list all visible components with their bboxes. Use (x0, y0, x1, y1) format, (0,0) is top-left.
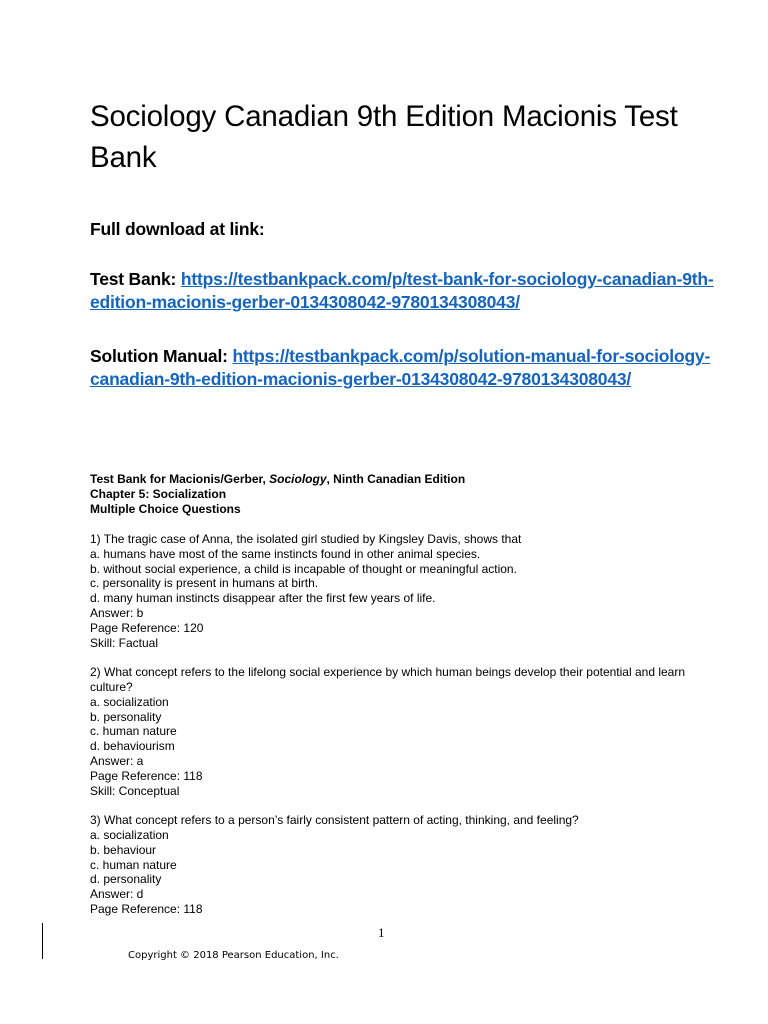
test-bank-line (90, 268, 730, 314)
chapter-heading: Chapter 5: Socialization (90, 487, 227, 501)
answer-option: b. without social experience, a child is incapable of thought or meaningful action. (90, 561, 517, 576)
test-bank-header (90, 472, 690, 517)
answer-option: b. behaviour (90, 842, 157, 857)
question-item (90, 813, 700, 917)
question-item (90, 665, 700, 798)
correct-answer: Answer: a (90, 753, 144, 768)
correct-answer: Answer: b (90, 605, 144, 620)
page-reference: Page Reference: 118 (90, 768, 203, 783)
question-stem: 1) The tragic case of Anna, the isolated girl studied by Kingsley Davis, shows that (90, 532, 522, 546)
full-download-label: Full download at link: (90, 219, 265, 239)
question-list (90, 532, 700, 932)
answer-option: d. personality (90, 872, 162, 887)
answer-option: c. human nature (90, 724, 177, 739)
answer-option: d. behaviourism (90, 739, 175, 754)
skill-level: Skill: Conceptual (90, 783, 180, 798)
document-title: Sociology Canadian 9th Edition Macionis Test Bank (90, 100, 678, 174)
book-heading-title: Sociology (269, 472, 327, 486)
book-heading-prefix: Test Bank for Macionis/Gerber, (90, 472, 270, 486)
answer-option: d. many human instincts disappear after the first few years of life. (90, 591, 436, 606)
correct-answer: Answer: d (90, 887, 144, 902)
answer-option: a. socialization (90, 694, 169, 709)
solution-manual-link[interactable]: https://testbankpack.com/p/solution-manual-for-sociology-canadian-9th-edition-macionis-gerber-0134308042-9780134308043/ (90, 346, 711, 389)
question-item (90, 532, 700, 650)
full-download-text (90, 218, 730, 241)
question-stem: 3) What concept refers to a person’s fairly consistent pattern of acting, thinking, and feeling? (90, 813, 579, 828)
page-number: 1 (378, 925, 385, 940)
question-stem: 2) What concept refers to the lifelong social experience by which human beings develop their potential and learn culture? (90, 665, 686, 694)
book-heading (90, 472, 690, 487)
solution-manual-label: Solution Manual: (90, 346, 228, 366)
answer-option: b. personality (90, 709, 162, 724)
skill-level: Skill: Factual (90, 635, 159, 650)
section-heading: Multiple Choice Questions (90, 502, 241, 516)
margin-change-bar (42, 923, 43, 959)
answer-option: c. personality is present in humans at birth. (90, 576, 319, 591)
test-bank-link[interactable]: https://testbankpack.com/p/test-bank-for-sociology-canadian-9th-edition-macionis-gerber-0134308042-9780134308043/ (90, 269, 714, 312)
test-bank-label: Test Bank: (90, 269, 177, 289)
solution-manual-line (90, 345, 730, 391)
book-heading-suffix: , Ninth Canadian Edition (326, 472, 466, 486)
page-reference: Page Reference: 118 (90, 901, 203, 916)
answer-option: a. socialization (90, 827, 169, 842)
page-reference: Page Reference: 120 (90, 620, 204, 635)
answer-option: c. human nature (90, 857, 177, 872)
copyright-notice: Copyright © 2018 Pearson Education, Inc. (128, 950, 339, 961)
answer-option: a. humans have most of the same instincts found in other animal species. (90, 546, 481, 561)
